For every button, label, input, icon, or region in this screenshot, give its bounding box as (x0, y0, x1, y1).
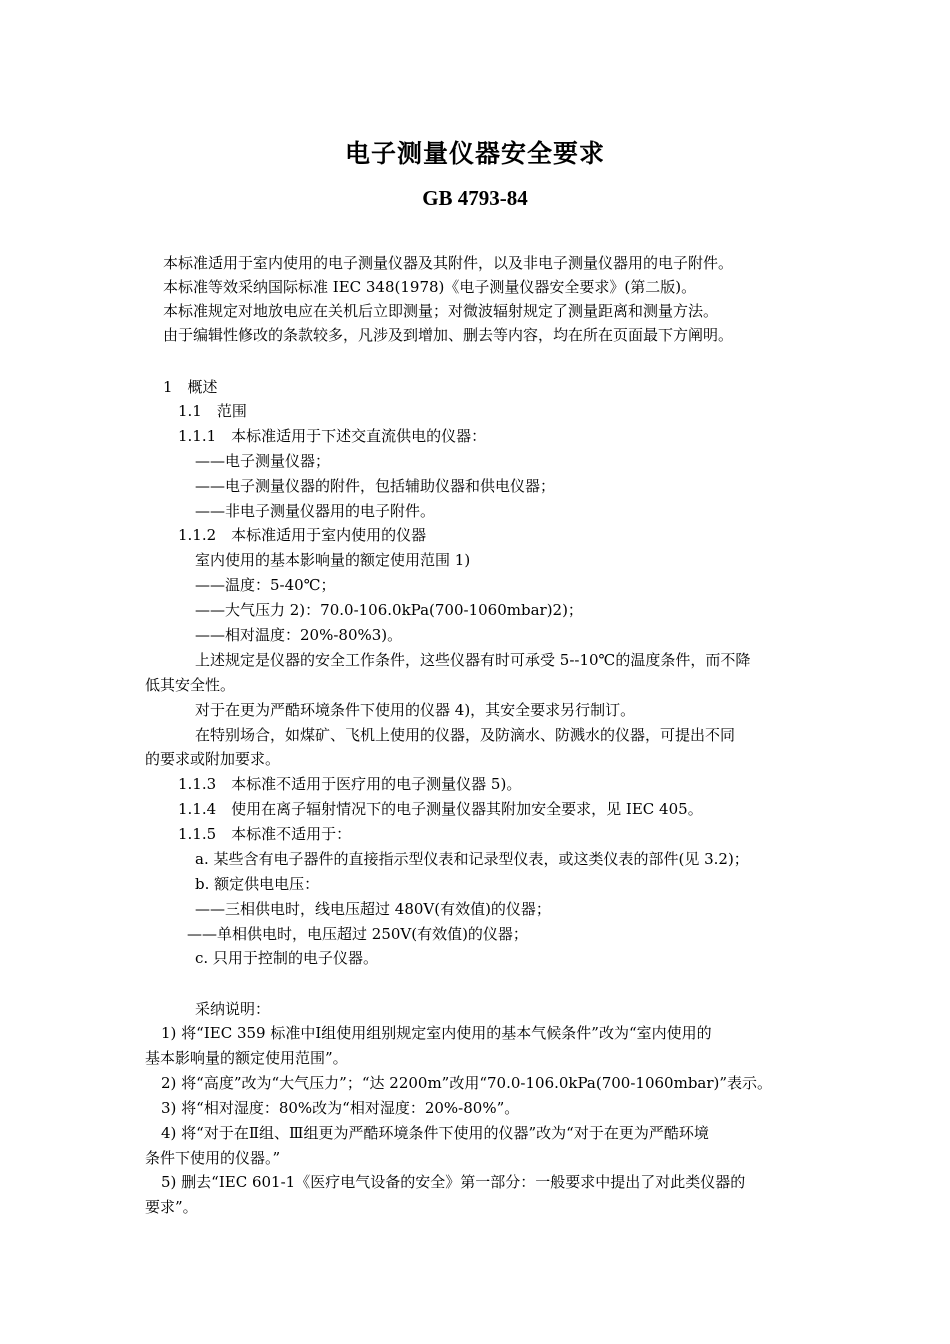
note-line: 4) 将“对于在Ⅱ组、Ⅲ组更为严酷环境条件下使用的仪器”改为“对于在更为严酷环境 (161, 1124, 709, 1142)
section-heading: 1 概述 (163, 378, 218, 396)
intro-line: 本标准规定对地放电应在关机后立即测量；对微波辐射规定了测量距离和测量方法。 (163, 302, 719, 320)
note-line: 3) 将“相对湿度：80%改为“相对湿度：20%-80%”。 (161, 1099, 520, 1117)
body-line: 对于在更为严酷环境条件下使用的仪器 4)，其安全要求另行制订。 (195, 701, 636, 719)
notes-heading: 采纳说明： (195, 1000, 271, 1018)
list-item: ——电子测量仪器； (195, 452, 331, 470)
list-item: ——三相供电时，线电压超过 480V(有效值)的仪器； (195, 900, 551, 918)
list-item: ——相对温度：20%-80%3)。 (195, 626, 403, 644)
body-line: 的要求或附加要求。 (145, 750, 281, 768)
list-item: ——单相供电时，电压超过 250V(有效值)的仪器； (187, 925, 528, 943)
list-item: b. 额定供电电压： (195, 875, 320, 893)
list-item: ——温度：5-40℃； (195, 576, 336, 594)
note-line: 基本影响量的额定使用范围”。 (145, 1049, 348, 1067)
body-line: 上述规定是仪器的安全工作条件，这些仪器有时可承受 5--10℃的温度条件，而不降 (195, 651, 751, 669)
clause-line: 1.1.2 本标准适用于室内使用的仪器 (178, 526, 427, 544)
list-item: c. 只用于控制的电子仪器。 (195, 949, 378, 967)
intro-line: 由于编辑性修改的条款较多，凡涉及到增加、删去等内容，均在所在页面最下方阐明。 (163, 326, 734, 344)
subsection-heading: 1.1 范围 (178, 402, 247, 420)
body-line: 在特别场合，如煤矿、飞机上使用的仪器，及防滴水、防溅水的仪器，可提出不同 (195, 726, 736, 744)
body-line: 低其安全性。 (145, 676, 236, 694)
note-line: 2) 将“高度”改为“大气压力”；“达 2200m”改用“70.0-106.0kPa(700-1060mbar)”表示。 (161, 1074, 773, 1092)
note-line: 1) 将“IEC 359 标准中Ⅰ组使用组别规定室内使用的基本气候条件”改为“室内使用的 (161, 1024, 712, 1042)
document-title: 电子测量仪器安全要求 (344, 139, 605, 168)
clause-line: 1.1.1 本标准适用于下述交直流供电的仪器： (178, 427, 487, 445)
list-item: a. 某些含有电子器件的直接指示型仪表和记录型仪表，或这类仪表的部件(见 3.2)； (195, 850, 749, 868)
list-item: ——电子测量仪器的附件，包括辅助仪器和供电仪器； (195, 477, 556, 495)
clause-line: 1.1.4 使用在离子辐射情况下的电子测量仪器其附加安全要求，见 IEC 405。 (178, 800, 703, 818)
note-line: 条件下使用的仪器。” (145, 1149, 281, 1167)
note-line: 要求”。 (145, 1198, 198, 1216)
clause-line: 1.1.3 本标准不适用于医疗用的电子测量仪器 5)。 (178, 775, 522, 793)
list-item: ——非电子测量仪器用的电子附件。 (195, 502, 436, 520)
list-item: ——大气压力 2)：70.0-106.0kPa(700-1060mbar)2)； (195, 601, 583, 619)
clause-line: 1.1.5 本标准不适用于： (178, 825, 352, 843)
intro-line: 本标准适用于室内使用的电子测量仪器及其附件，以及非电子测量仪器用的电子附件。 (163, 254, 734, 272)
intro-line: 本标准等效采纳国际标准 IEC 348(1978)《电子测量仪器安全要求》(第二版)。 (163, 278, 697, 296)
note-line: 5) 删去“IEC 601-1《医疗电气设备的安全》第一部分：一般要求中提出了对此类仪器的 (161, 1173, 746, 1191)
standard-code: GB 4793-84 (422, 186, 528, 210)
body-line: 室内使用的基本影响量的额定使用范围 1) (195, 551, 471, 569)
